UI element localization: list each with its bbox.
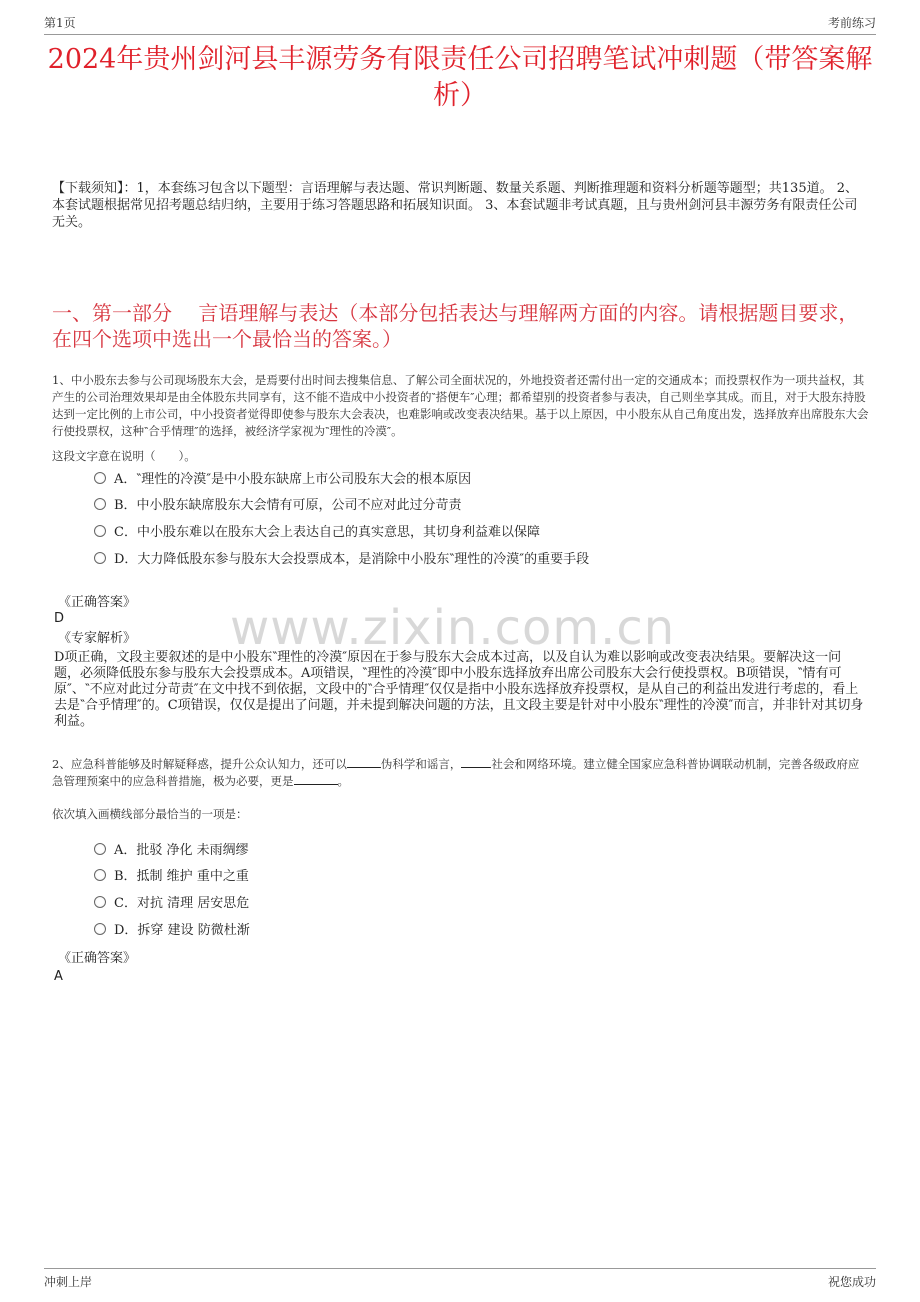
question-2-stem: 2、应急科普能够及时解疑释惑，提升公众认知力，还可以 伪科学和谣言， 社会和网络环境。建立健全国家应急科普协调联动机制，完善各级政府应急管理预案中的应急科普措施，极为必要，更是 。: [52, 757, 860, 788]
header-tag: 考前练习: [827, 16, 876, 30]
question-1-stem: 1、中小股东去参与公司现场股东大会，是焉要付出时间去搜集信息、了解公司全面状况的，外地投资者还需付出一定的交通成本；而投票权作为一项共益权，其产生的公司治理效果却是由全体股东共同享有，这不能不造成中小投资者的‶搭便车″心理；都希望别的投资者参与表决，自己则坐享其成。而且，对于大股东持股达到一定比例的上市公司，中小投资者觉得即使参与股东大会表决，也难影响或改变表决结果。基于以上原因，中小股东从自己角度出发，选择放弃出席股东大会行使投票权，这种‶合乎情理″的选择，被经济学家视为‶理性的冷漠″。: [52, 373, 869, 438]
q1-option-a[interactable]: A．‶理性的冷漠″是中小股东缺席上市公司股东大会的根本原因: [94, 471, 471, 489]
q1-option-c[interactable]: C．中小股东难以在股东大会上表达自己的真实意思，其切身利益难以保障: [94, 524, 540, 542]
page-number: 第1页: [44, 16, 76, 30]
q2-answer-label: 《正确答案》: [58, 951, 137, 966]
watermark: www.zixin.com.cn: [230, 600, 676, 656]
q2-answer: A: [54, 969, 63, 984]
q1-analysis-label: 《专家解析》: [58, 631, 137, 646]
fill-blank-3: [294, 784, 338, 785]
radio-icon[interactable]: [94, 896, 106, 908]
document-title: 2024年贵州剑河县丰源劳务有限责任公司招聘笔试冲刺题（带答案解析）: [47, 44, 873, 111]
q1-option-b[interactable]: B．中小股东缺席股东大会情有可原，公司不应对此过分苛责: [94, 497, 462, 515]
q2-option-b[interactable]: B．抵制 维护 重中之重: [94, 868, 249, 886]
q1-answer: D: [54, 611, 65, 626]
page-footer: [44, 1268, 876, 1293]
section-heading: 一、第一部分 言语理解与表达（本部分包括表达与理解两方面的内容。请根据题目要求，在四个选项中选出一个最恰当的答案。）: [52, 301, 859, 351]
radio-icon[interactable]: [94, 552, 106, 564]
q1-answer-label: 《正确答案》: [58, 595, 137, 610]
radio-icon[interactable]: [94, 869, 106, 881]
radio-icon[interactable]: [94, 525, 106, 537]
q2-option-d[interactable]: D．拆穿 建设 防微杜渐: [94, 922, 250, 940]
radio-icon[interactable]: [94, 843, 106, 855]
radio-icon[interactable]: [94, 498, 106, 510]
radio-icon[interactable]: [94, 923, 106, 935]
page-header: [44, 12, 876, 35]
fill-blank-2: [461, 767, 491, 768]
radio-icon[interactable]: [94, 472, 106, 484]
q1-option-d[interactable]: D．大力降低股东参与股东大会投票成本，是消除中小股东‶理性的冷漠″的重要手段: [94, 551, 589, 569]
question-1-prompt: 这段文字意在说明（ ）。: [52, 449, 196, 463]
q1-analysis: D项正确，文段主要叙述的是中小股东‶理性的冷漠″原因在于参与股东大会成本过高，以及自认为难以影响或改变表决结果。要解决这一问题，必须降低股东参与股东大会投票成本。A项错误，‶理性的冷漠″即中小股东选择放弃出席公司股东大会行使投票权。B项错误，‶情有可原″、‶不应对此过分苛责″在文中找不到依据，文段中的‶合乎情理″仅仅是指中小股东选择放弃投票权，是从自己的利益出发进行考虑的，看上去是‶合乎情理″的。C项错误，仅仅是提出了问题，并未提到解决问题的方法，且文段主要是针对中小股东‶理性的冷漠″而言，并非针对其切身利益。: [54, 650, 864, 729]
footer-right-text: 祝您成功: [827, 1275, 876, 1289]
fill-blank-1: [347, 767, 381, 768]
download-notice: 【下载须知】：1，本套练习包含以下题型：言语理解与表达题、常识判断题、数量关系题、判断推理题和资料分析题等题型；共135道。 2、本套试题根据常见招考题总结归纳，主要用于练习答题思路和拓展知识面。 3、本套试题非考试真题，且与贵州剑河县丰源劳务有限责任公司无关。: [52, 181, 858, 230]
footer-left-text: 冲刺上岸: [44, 1275, 93, 1289]
question-2-prompt: 依次填入画横线部分最恰当的一项是：: [52, 807, 248, 821]
q2-option-c[interactable]: C．对抗 清理 居安思危: [94, 895, 249, 913]
q2-option-a[interactable]: A．批驳 净化 未雨绸缪: [94, 842, 249, 860]
